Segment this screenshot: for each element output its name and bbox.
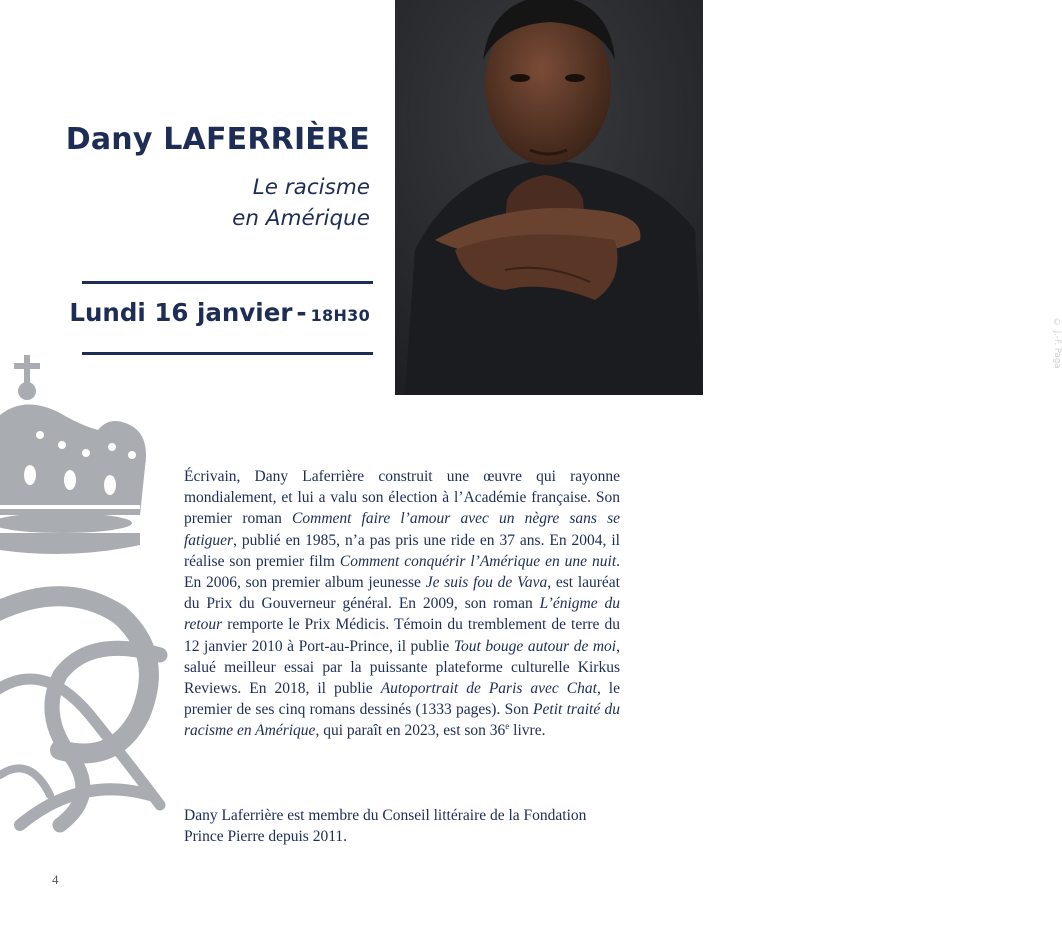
book-title: Comment faire l’amour avec un nègre sans se fatiguer (184, 510, 620, 549)
page-number: 4 (52, 872, 59, 887)
lecture-title-line-1: Le racisme (252, 175, 370, 200)
bio-text: , salué meilleur essai par la puissante plateforme culturelle Kirkus Reviews. En 2018, il publie (184, 637, 620, 698)
ordinal-suffix: e (505, 721, 510, 732)
bio-text: Écrivain, Dany Laferrière construit une œuvre qui rayonne mondialement, et lui a valu son élection à l’Académie française. Son premier roman (184, 468, 620, 528)
lecture-title-line-2: en Amérique (232, 206, 370, 231)
portrait-illustration (395, 0, 703, 395)
bio-text: livre. (509, 722, 546, 740)
divider-top (82, 281, 373, 284)
bio-text: , qui paraît en 2023, est son 36 (315, 722, 506, 740)
event-time: 18H30 (310, 306, 370, 325)
event-date-day: Lundi 16 janvier (69, 298, 293, 327)
lecture-title (70, 172, 370, 234)
book-title: Petit traité du racisme en Amérique (184, 701, 620, 740)
author-portrait (395, 0, 1062, 395)
photo-credit: © J.-F. Paga (1052, 318, 1062, 369)
bio-text: , est lauréat du Prix du Gouverneur général. En 2009, son roman (184, 574, 620, 613)
date-separator: - (296, 298, 307, 327)
bio-text: remporte le Prix Médicis. Témoin du tremblement de terre du 12 janvier 2010 à Port-au-Prince, il publie (184, 616, 620, 655)
book-title: Je suis fou de Vava (425, 574, 548, 592)
book-title: L’énigme du retour (184, 595, 621, 634)
speaker-name: Dany LAFERRIÈRE (65, 122, 370, 157)
membership-note: Dany Laferrière est membre du Conseil littéraire de la Fondation Prince Pierre depuis 2011. (184, 807, 587, 846)
event-date (69, 298, 370, 327)
bio-text: , le premier de ses cinq romans dessinés (1333 pages). Son (184, 680, 620, 719)
monogram-emblem (0, 355, 175, 855)
book-title: Tout bouge autour de moi (453, 637, 617, 655)
book-title: Autoportrait de Paris avec Chat (380, 680, 597, 698)
bio-text: , publié en 1985, n’a pas pris une ride en 37 ans. En 2004, il réalise son premier film (184, 531, 620, 570)
bio-text: . En 2006, son premier album jeunesse (184, 552, 620, 592)
film-title: Comment conquérir l’Amérique en une nuit (339, 552, 617, 570)
biography-paragraph (184, 466, 620, 742)
